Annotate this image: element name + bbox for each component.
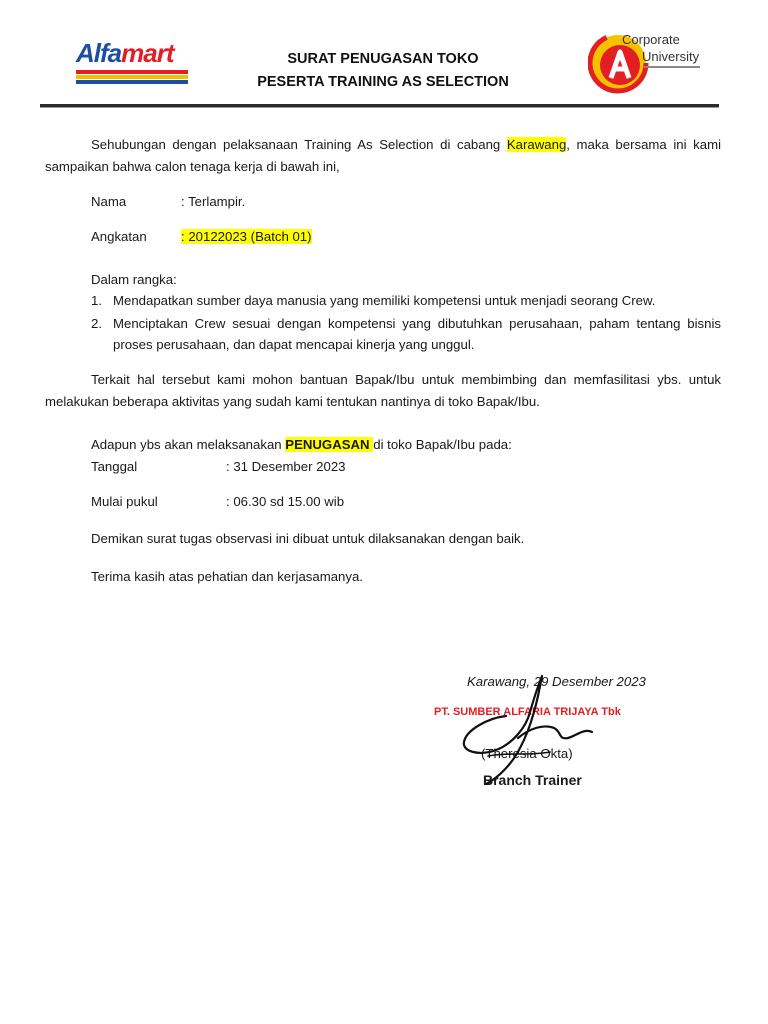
penugasan-highlight: PENUGASAN: [285, 437, 374, 452]
list-item-2-number: 2.: [91, 316, 102, 331]
angkatan-label: Angkatan: [91, 229, 147, 244]
signer-name: (Theresia Okta): [481, 746, 573, 761]
tanggal-label: Tanggal: [91, 459, 138, 474]
header-rule: [40, 104, 719, 108]
adapun-line: Adapun ybs akan melaksanakan PENUGASAN di toko Bapak/Ibu pada:: [91, 437, 512, 452]
demikian-text: Demikan surat tugas observasi ini dibuat untuk dilaksanakan dengan baik.: [91, 531, 525, 546]
logo-yellow-bar: [76, 75, 188, 79]
list-item-1-text: Mendapatkan sumber daya manusia yang memiliki kompetensi untuk menjadi seorang Crew.: [113, 293, 656, 308]
rangka-label: Dalam rangka:: [91, 272, 177, 287]
place-date: Karawang, 29 Desember 2023: [467, 674, 646, 689]
list-item-1-number: 1.: [91, 293, 102, 308]
mulai-label: Mulai pukul: [91, 494, 158, 509]
list-item-2-text: Menciptakan Crew sesuai dengan kompetensi yang dibutuhkan perusahaan, paham tentang bisnis: [113, 316, 721, 331]
list-item-2-text-cont: proses perusahaan, dan dapat mencapai kinerja yang unggul.: [113, 337, 475, 352]
intro-line-2: sampaikan bahwa calon tenaga kerja di bawah ini,: [45, 159, 340, 174]
alfamart-logo: [76, 38, 190, 84]
title-line-1: SURAT PENUGASAN TOKO: [287, 51, 479, 67]
logo-red-bar: [76, 70, 188, 74]
nama-label: Nama: [91, 194, 127, 209]
cu-tagline-rule: [644, 66, 700, 68]
cu-text-line-2: University: [642, 49, 700, 64]
logo-blue-bar: [76, 80, 188, 84]
terkait-line-1: Terkait hal tersebut kami mohon bantuan Bapak/Ibu untuk membimbing dan memfasilitasi ybs. untuk: [91, 372, 721, 387]
tanggal-value: : 31 Desember 2023: [226, 459, 346, 474]
corporate-university-logo: [588, 32, 708, 94]
intro-line-1: Sehubungan dengan pelaksanaan Training As Selection di cabang Karawang, maka bersama ini kami: [91, 137, 721, 152]
alfamart-wordmark: Alfamart: [76, 38, 174, 68]
city-highlight: Karawang: [506, 137, 567, 152]
signer-role: Branch Trainer: [483, 772, 582, 788]
angkatan-value: : 20122023 (Batch 01): [181, 229, 312, 244]
terima-kasih-text: Terima kasih atas pehatian dan kerjasamanya.: [91, 569, 363, 584]
company-name: PT. SUMBER ALFARIA TRIJAYA Tbk: [434, 706, 621, 718]
mulai-value: : 06.30 sd 15.00 wib: [226, 494, 345, 509]
letter-title: [230, 48, 536, 94]
title-line-2: PESERTA TRAINING AS SELECTION: [257, 74, 509, 90]
cu-text-line-1: Corporate: [622, 32, 680, 47]
nama-value: : Terlampir.: [181, 194, 246, 209]
terkait-line-2: melakukan beberapa aktivitas yang sudah kami tentukan nantinya di toko Bapak/Ibu.: [45, 394, 540, 409]
